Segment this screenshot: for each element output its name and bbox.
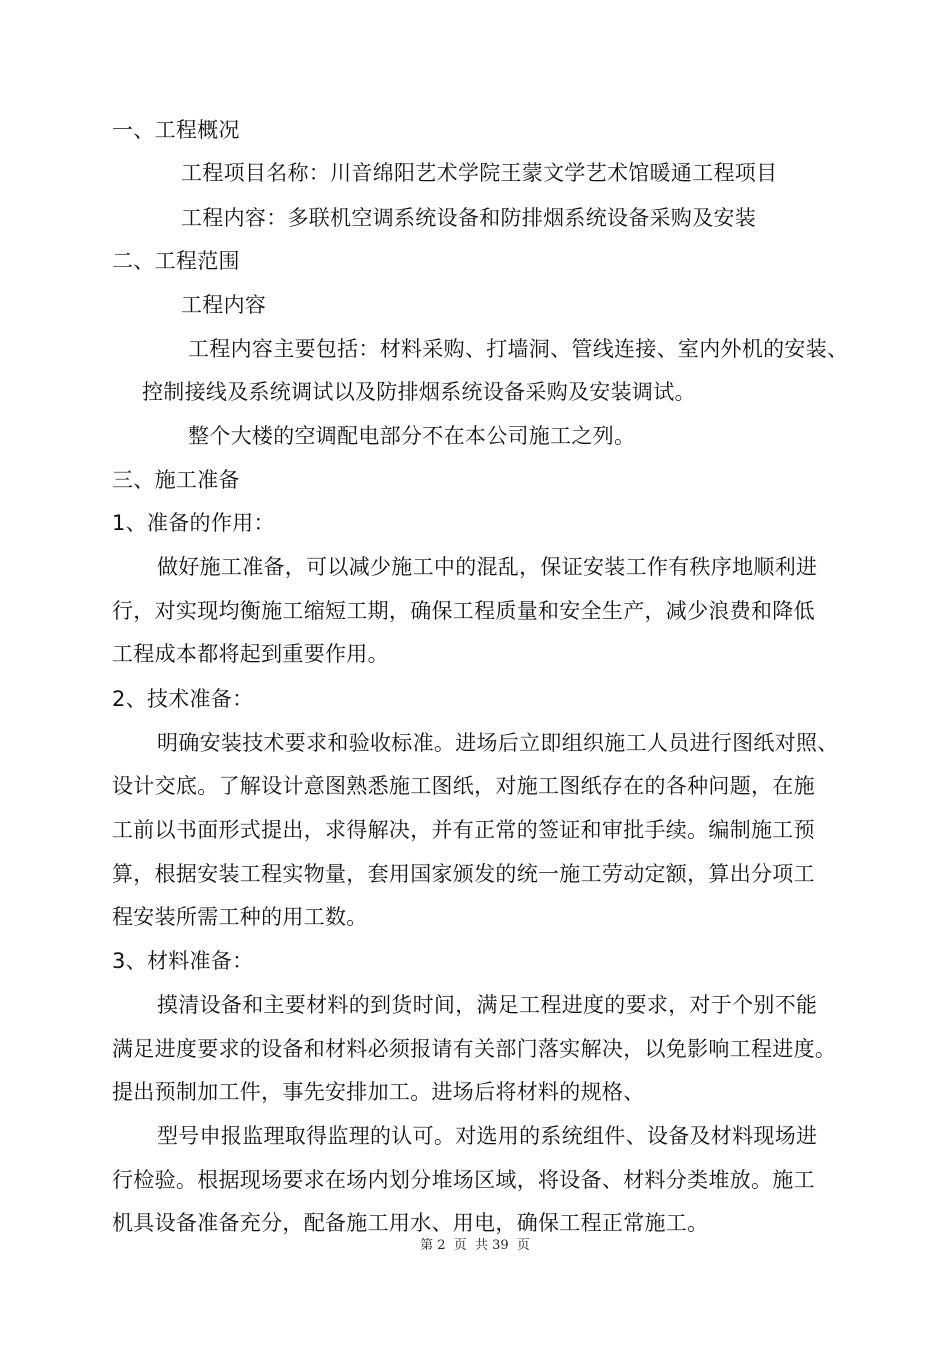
materials-paragraph-line-5: 行检验。根据现场要求在场内划分堆场区域，将设备、材料分类堆放。施工 [112,1168,815,1192]
purpose-paragraph-line-2: 行，对实现均衡施工缩短工期，确保工程质量和安全生产，减少浪费和降低 [112,599,815,623]
project-content-line: 工程内容：多联机空调系统设备和防排烟系统设备采购及安装 [181,206,757,230]
technical-paragraph-line-3: 工前以书面形式提出，求得解决，并有正常的签证和审批手续。编制施工预 [112,818,815,842]
scope-paragraph-line-1: 工程内容主要包括：材料采购、打墙洞、管线连接、室内外机的安装、 [188,337,849,361]
scope-note-line: 整个大楼的空调配电部分不在本公司施工之列。 [188,424,636,448]
subheading-purpose: 1、准备的作用： [112,511,275,535]
purpose-paragraph-line-1: 做好施工准备，可以减少施工中的混乱，保证安装工作有秩序地顺利进 [157,555,818,579]
technical-paragraph-line-2: 设计交底。了解设计意图熟悉施工图纸，对施工图纸存在的各种问题，在施 [112,774,815,798]
technical-paragraph-line-4: 算，根据安装工程实物量，套用国家颁发的统一施工劳动定额，算出分项工 [112,862,815,886]
section-heading-overview: 一、工程概况 [112,118,240,142]
scope-subheading: 工程内容 [181,293,267,317]
materials-paragraph-line-4: 型号申报监理取得监理的认可。对选用的系统组件、设备及材料现场进 [157,1124,818,1148]
purpose-paragraph-line-3: 工程成本都将起到重要作用。 [112,642,389,666]
technical-paragraph-line-5: 程安装所需工种的用工数。 [112,905,368,929]
section-heading-scope: 二、工程范围 [112,249,240,273]
page-number-footer: 第 2 页 共 39 页 [420,1238,530,1253]
materials-paragraph-line-2: 满足进度要求的设备和材料必须报请有关部门落实解决，以免影响工程进度。 [112,1037,837,1061]
subheading-technical: 2、技术准备： [112,687,254,711]
materials-paragraph-line-3: 提出预制加工件，事先安排加工。进场后将材料的规格、 [112,1080,645,1104]
subheading-materials: 3、材料准备： [112,949,254,973]
scope-paragraph-line-2: 控制接线及系统调试以及防排烟系统设备采购及安装调试。 [142,380,696,404]
materials-paragraph-line-6: 机具设备准备充分，配备施工用水、用电，确保工程正常施工。 [112,1211,709,1235]
technical-paragraph-line-1: 明确安装技术要求和验收标准。进场后立即组织施工人员进行图纸对照、 [157,731,839,755]
section-heading-preparation: 三、施工准备 [112,468,240,492]
project-name-line: 工程项目名称：川音绵阳艺术学院王蒙文学艺术馆暖通工程项目 [181,161,778,185]
materials-paragraph-line-1: 摸清设备和主要材料的到货时间，满足工程进度的要求，对于个别不能 [157,993,818,1017]
